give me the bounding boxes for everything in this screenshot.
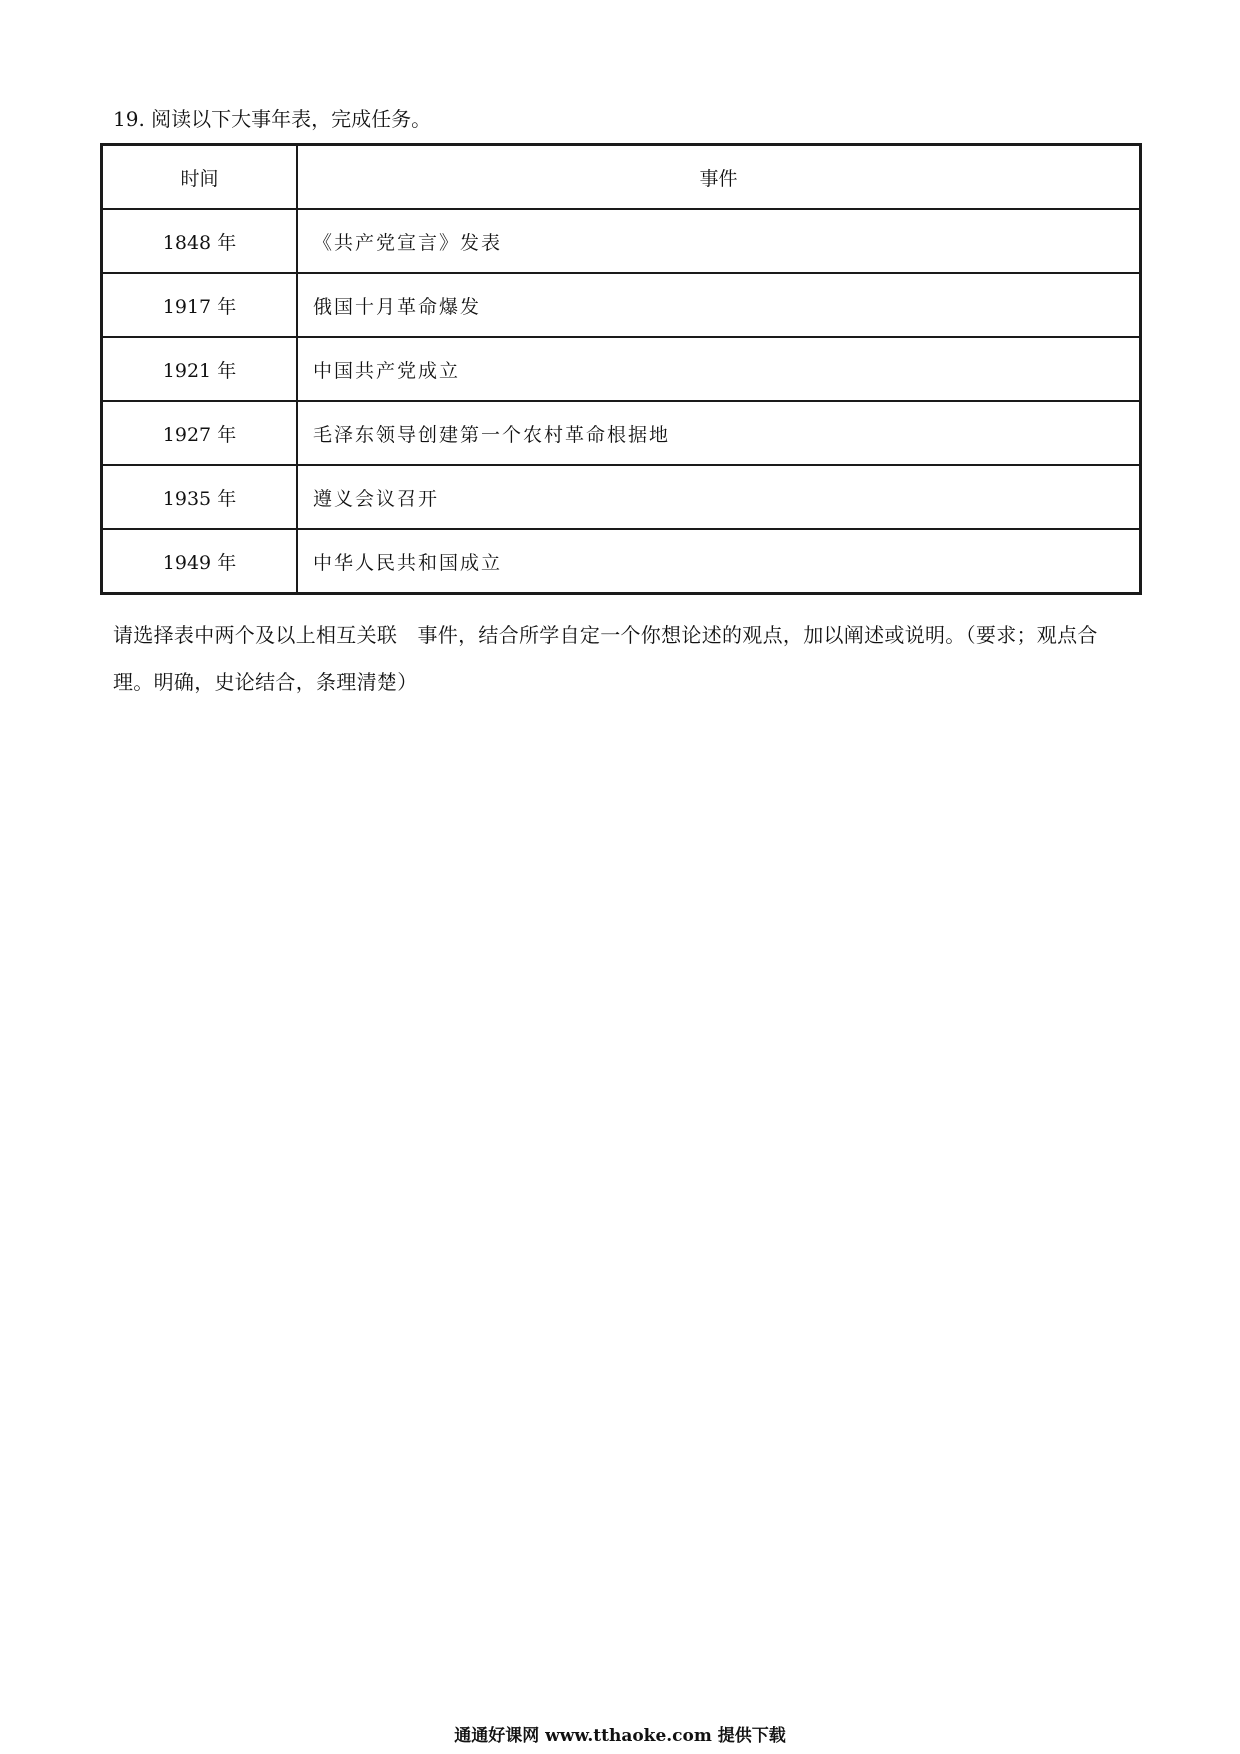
- table-row: [102, 401, 1141, 465]
- table-row: [102, 465, 1141, 529]
- row-event: 《共产党宣言》发表: [297, 209, 1141, 273]
- row-event: 俄国十月革命爆发: [297, 273, 1141, 337]
- table-row: [102, 273, 1141, 337]
- header-time: 时间: [102, 145, 298, 210]
- row-time: 1927 年: [102, 401, 298, 465]
- footer-source: 通通好课网 www.tthaoke.com 提供下载: [454, 1726, 786, 1746]
- table-row: [102, 209, 1141, 273]
- task-instructions: 请选择表中两个及以上相互关联 事件，结合所学自定一个你想论述的观点，加以阐述或说明。（要求；观点合理。明确，史论结合，条理清楚）: [113, 623, 1098, 694]
- table-header-row: [102, 145, 1141, 210]
- row-time: 1921 年: [102, 337, 298, 401]
- row-event: 遵义会议召开: [297, 465, 1141, 529]
- row-time: 1935 年: [102, 465, 298, 529]
- question-title: 19. 阅读以下大事年表，完成任务。: [113, 107, 432, 131]
- row-event: 中国共产党成立: [297, 337, 1141, 401]
- row-time: 1848 年: [102, 209, 298, 273]
- table-row: [102, 529, 1141, 594]
- row-event: 中华人民共和国成立: [297, 529, 1141, 594]
- row-event: 毛泽东领导创建第一个农村革命根据地: [297, 401, 1141, 465]
- timeline-table: [100, 143, 1142, 595]
- header-event: 事件: [297, 145, 1141, 210]
- row-time: 1949 年: [102, 529, 298, 594]
- row-time: 1917 年: [102, 273, 298, 337]
- table-row: [102, 337, 1141, 401]
